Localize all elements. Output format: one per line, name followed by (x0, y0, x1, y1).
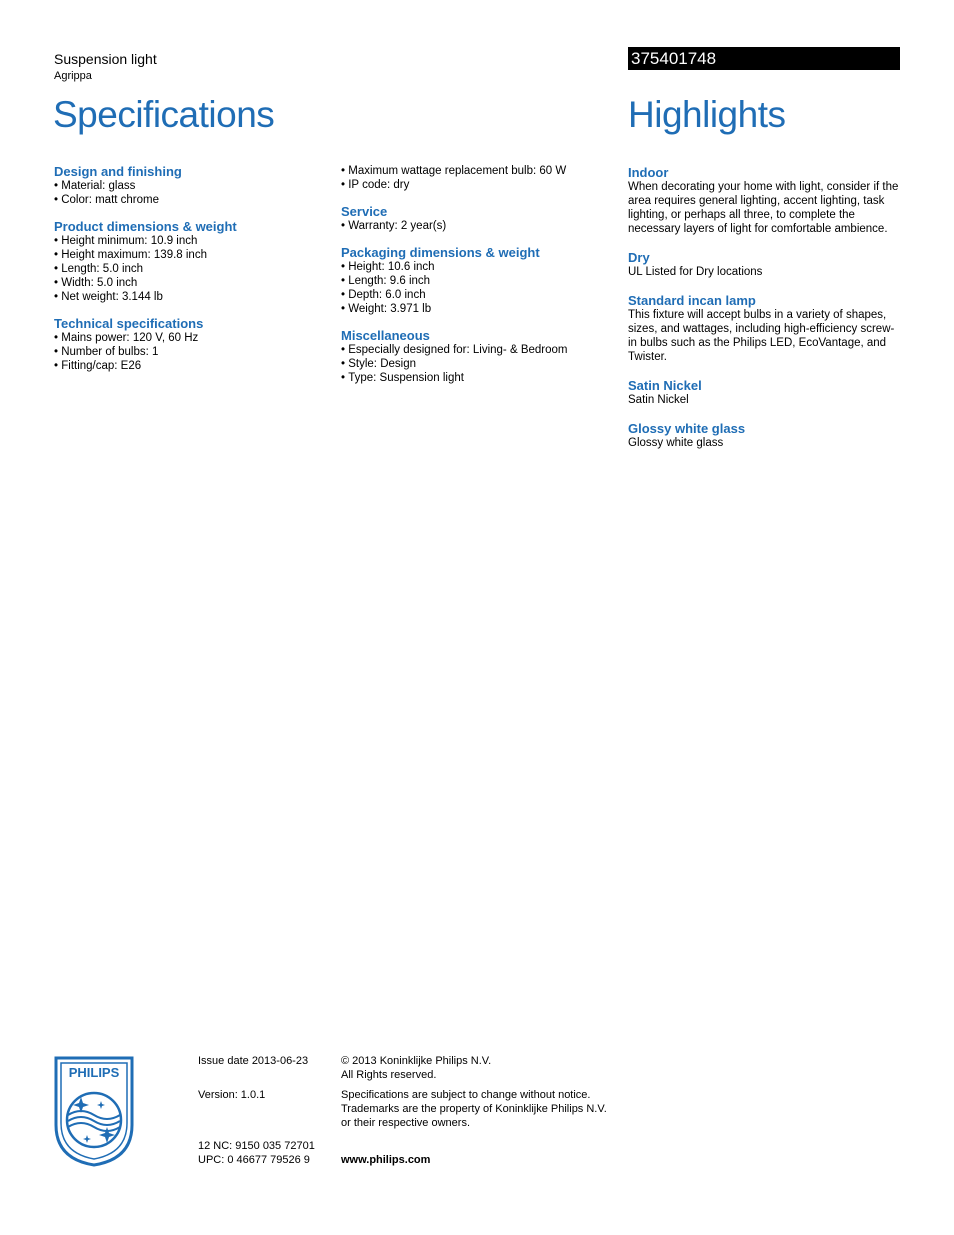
copyright-line: © 2013 Koninklijke Philips N.V. (341, 1055, 492, 1067)
version: Version: 1.0.1 (198, 1089, 266, 1101)
highlight-heading: Standard incan lamp (628, 293, 756, 308)
spec-item: • Maximum wattage replacement bulb: 60 W (341, 164, 611, 178)
spec-section (341, 328, 611, 385)
legal-notice (341, 1088, 611, 1130)
copyright (341, 1054, 611, 1082)
spec-item: • Length: 9.6 inch (341, 274, 611, 288)
spec-item: • Number of bulbs: 1 (54, 345, 324, 359)
legal-notice-line: or their respective owners. (341, 1117, 470, 1129)
model-number-bar: 375401748 (628, 47, 900, 70)
spec-section-heading: Technical specifications (54, 316, 204, 331)
spec-item: • Style: Design (341, 357, 611, 371)
spec-section (341, 204, 611, 233)
spec-section (54, 219, 324, 304)
legal-notice-line: Specifications are subject to change without notice. (341, 1089, 591, 1101)
legal-notice-line: Trademarks are the property of Koninklijke Philips N.V. (341, 1103, 607, 1115)
highlights-title: Highlights (628, 94, 786, 135)
spec-item: • Length: 5.0 inch (54, 262, 324, 276)
highlight (628, 250, 903, 279)
highlights-column (628, 165, 903, 464)
spec-section-heading: Product dimensions & weight (54, 219, 237, 234)
highlight-text: UL Listed for Dry locations (628, 266, 763, 278)
issue-date: Issue date 2013-06-23 (198, 1055, 309, 1067)
specifications-column-2 (341, 164, 611, 397)
specifications-title: Specifications (53, 94, 275, 135)
philips-shield-logo-icon (53, 1055, 135, 1167)
spec-item: • Material: glass (54, 179, 324, 193)
product-name: Agrippa (54, 70, 92, 82)
nc-code: 12 NC: 9150 035 72701 (198, 1140, 315, 1152)
spec-item: • IP code: dry (341, 178, 611, 192)
highlight-text: This fixture will accept bulbs in a variety of shapes, sizes, and wattages, including high-efficiency screw-in bulbs such as the Philips LED, EcoVantage, and Twister. (628, 309, 895, 363)
highlight (628, 293, 903, 364)
highlight (628, 421, 903, 450)
spec-item: • Width: 5.0 inch (54, 276, 324, 290)
highlight-text: When decorating your home with light, consider if the area requires general lighting, accent lighting, task lighting, or perhaps all three, to complete the necessary layers of light for comfortable ambience. (628, 181, 899, 235)
spec-item: • Depth: 6.0 inch (341, 288, 611, 302)
highlight-heading: Indoor (628, 165, 669, 180)
spec-section (341, 245, 611, 316)
logo-text: PHILIPS (68, 1065, 120, 1080)
spec-item: • Color: matt chrome (54, 193, 324, 207)
spec-item: • Type: Suspension light (341, 371, 611, 385)
spec-section (54, 164, 324, 207)
highlight-heading: Satin Nickel (628, 378, 702, 393)
website-link[interactable]: www.philips.com (341, 1154, 431, 1166)
spec-section-heading: Design and finishing (54, 164, 182, 179)
highlight-heading: Dry (628, 250, 650, 265)
spec-item: • Height minimum: 10.9 inch (54, 234, 324, 248)
product-type: Suspension light (54, 51, 157, 67)
spec-item: • Warranty: 2 year(s) (341, 219, 611, 233)
highlight-heading: Glossy white glass (628, 421, 746, 436)
upc-code: UPC: 0 46677 79526 9 (198, 1154, 310, 1166)
spec-section-heading: Miscellaneous (341, 328, 430, 343)
spec-item: • Net weight: 3.144 lb (54, 290, 324, 304)
spec-item: • Especially designed for: Living- & Bedroom (341, 343, 611, 357)
copyright-line: All Rights reserved. (341, 1069, 437, 1081)
spec-section (341, 164, 611, 192)
spec-section-heading: Service (341, 204, 388, 219)
spec-section (54, 316, 324, 373)
spec-item: • Weight: 3.971 lb (341, 302, 611, 316)
spec-section-heading: Packaging dimensions & weight (341, 245, 540, 260)
highlight (628, 165, 903, 236)
spec-item: • Height: 10.6 inch (341, 260, 611, 274)
highlight (628, 378, 903, 407)
spec-item: • Fitting/cap: E26 (54, 359, 324, 373)
specifications-column-1 (54, 164, 324, 385)
highlight-text: Glossy white glass (628, 437, 724, 449)
spec-item: • Mains power: 120 V, 60 Hz (54, 331, 324, 345)
highlight-text: Satin Nickel (628, 394, 689, 406)
spec-item: • Height maximum: 139.8 inch (54, 248, 324, 262)
